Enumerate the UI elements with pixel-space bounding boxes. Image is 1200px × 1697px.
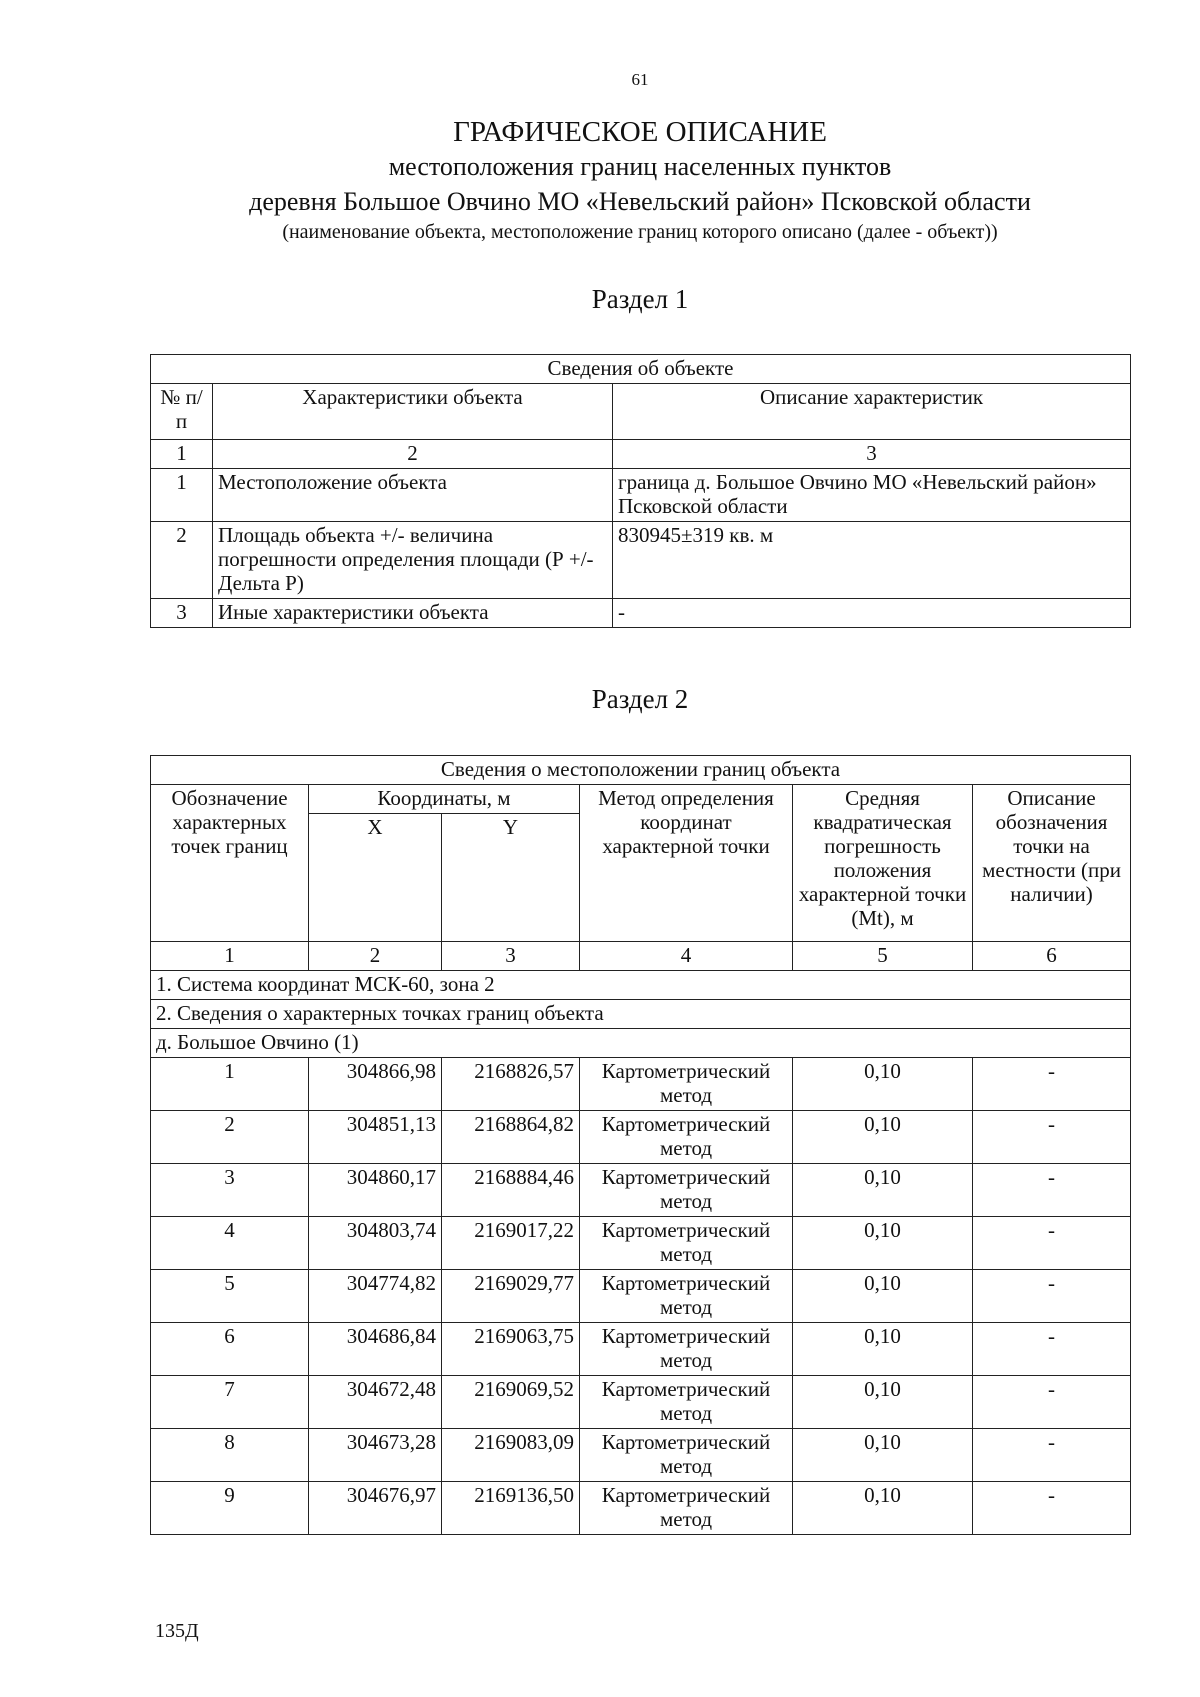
- point-description: -: [973, 1429, 1131, 1482]
- point-label: 6: [151, 1323, 309, 1376]
- row-number: 2: [151, 522, 213, 599]
- characteristic-name: Площадь объекта +/- величина погрешности определения площади (Р +/- Дельта Р): [213, 522, 613, 599]
- method-cell: Картометрический метод: [580, 1429, 793, 1482]
- method-cell: Картометрический метод: [580, 1164, 793, 1217]
- column-number: 1: [151, 942, 309, 971]
- point-label: 7: [151, 1376, 309, 1429]
- error-cell: 0,10: [793, 1429, 973, 1482]
- header-description: Описание характеристик: [613, 384, 1131, 440]
- coord-y: 2169083,09: [442, 1429, 580, 1482]
- table-row: [151, 1164, 1131, 1217]
- table-row: [151, 1217, 1131, 1270]
- table-row: [151, 599, 1131, 628]
- column-number: 3: [442, 942, 580, 971]
- error-cell: 0,10: [793, 1111, 973, 1164]
- document-title: ГРАФИЧЕСКОЕ ОПИСАНИЕ: [453, 116, 827, 148]
- error-cell: 0,10: [793, 1376, 973, 1429]
- point-description: -: [973, 1323, 1131, 1376]
- error-cell: 0,10: [793, 1164, 973, 1217]
- coord-x: 304774,82: [309, 1270, 442, 1323]
- point-description: -: [973, 1058, 1131, 1111]
- coord-x: 304676,97: [309, 1482, 442, 1535]
- settlement-group-row: д. Большое Овчино (1): [151, 1029, 1131, 1058]
- method-cell: Картометрический метод: [580, 1482, 793, 1535]
- point-label: 3: [151, 1164, 309, 1217]
- coord-y: 2168864,82: [442, 1111, 580, 1164]
- error-cell: 0,10: [793, 1058, 973, 1111]
- coord-y: 2169017,22: [442, 1217, 580, 1270]
- table-row: [151, 1111, 1131, 1164]
- coord-y: 2169136,50: [442, 1482, 580, 1535]
- table-row: [151, 1376, 1131, 1429]
- coord-x: 304673,28: [309, 1429, 442, 1482]
- table-row: [151, 469, 1131, 522]
- boundary-table-title: Сведения о местоположении границ объекта: [151, 756, 1131, 785]
- coordinate-system-row: 1. Система координат МСК-60, зона 2: [151, 971, 1131, 1000]
- row-number: 1: [151, 469, 213, 522]
- coord-x: 304803,74: [309, 1217, 442, 1270]
- characteristic-description: 830945±319 кв. м: [613, 522, 1131, 599]
- footer-code: 135Д: [155, 1620, 199, 1642]
- points-body: [151, 1058, 1131, 1535]
- coord-y: 2168884,46: [442, 1164, 580, 1217]
- header-x: X: [309, 814, 442, 942]
- column-number: 3: [613, 440, 1131, 469]
- coord-x: 304860,17: [309, 1164, 442, 1217]
- document-subtitle-line2: деревня Большое Овчино МО «Невельский район» Псковской области: [249, 187, 1031, 216]
- method-cell: Картометрический метод: [580, 1058, 793, 1111]
- coord-y: 2169063,75: [442, 1323, 580, 1376]
- method-cell: Картометрический метод: [580, 1111, 793, 1164]
- header-y: Y: [442, 814, 580, 942]
- section2-heading: Раздел 2: [591, 684, 689, 714]
- error-cell: 0,10: [793, 1270, 973, 1323]
- page-number: 61: [631, 70, 649, 89]
- point-label: 8: [151, 1429, 309, 1482]
- point-label: 4: [151, 1217, 309, 1270]
- coord-x: 304851,13: [309, 1111, 442, 1164]
- column-number: 5: [793, 942, 973, 971]
- point-label: 5: [151, 1270, 309, 1323]
- coord-y: 2169029,77: [442, 1270, 580, 1323]
- header-method: Метод определения координат характерной точки: [580, 785, 793, 942]
- characteristic-description: граница д. Большое Овчино МО «Невельский район» Псковской области: [613, 469, 1131, 522]
- point-label: 2: [151, 1111, 309, 1164]
- point-label: 9: [151, 1482, 309, 1535]
- coord-x: 304866,98: [309, 1058, 442, 1111]
- boundary-points-table: [150, 755, 1131, 1535]
- table-row: [151, 522, 1131, 599]
- object-info-table: [150, 354, 1131, 628]
- coord-x: 304686,84: [309, 1323, 442, 1376]
- point-description: -: [973, 1111, 1131, 1164]
- characteristic-name: Иные характеристики объекта: [213, 599, 613, 628]
- document-subtitle-note: (наименование объекта, местоположение границ которого описано (далее - объект)): [282, 221, 998, 243]
- table-row: [151, 1482, 1131, 1535]
- method-cell: Картометрический метод: [580, 1217, 793, 1270]
- header-point-description: Описание обозначения точки на местности (при наличии): [973, 785, 1131, 942]
- column-number: 4: [580, 942, 793, 971]
- object-info-table-title: Сведения об объекте: [151, 355, 1131, 384]
- header-characteristics: Характеристики объекта: [213, 384, 613, 440]
- points-info-row: 2. Сведения о характерных точках границ объекта: [151, 1000, 1131, 1029]
- column-number: 2: [213, 440, 613, 469]
- table-row: [151, 1270, 1131, 1323]
- coord-y: 2169069,52: [442, 1376, 580, 1429]
- header-error: Средняя квадратическая погрешность положения характерной точки (Mt), м: [793, 785, 973, 942]
- column-number: 2: [309, 942, 442, 971]
- table-row: [151, 1429, 1131, 1482]
- header-coordinates: Координаты, м: [309, 785, 580, 814]
- error-cell: 0,10: [793, 1482, 973, 1535]
- error-cell: 0,10: [793, 1217, 973, 1270]
- section1-heading: Раздел 1: [591, 284, 689, 314]
- error-cell: 0,10: [793, 1323, 973, 1376]
- document-subtitle-line1: местоположения границ населенных пунктов: [388, 152, 892, 181]
- point-description: -: [973, 1217, 1131, 1270]
- method-cell: Картометрический метод: [580, 1323, 793, 1376]
- row-number: 3: [151, 599, 213, 628]
- point-description: -: [973, 1482, 1131, 1535]
- point-description: -: [973, 1270, 1131, 1323]
- column-number: 1: [151, 440, 213, 469]
- point-description: -: [973, 1164, 1131, 1217]
- header-number: № п/п: [151, 384, 213, 440]
- coord-y: 2168826,57: [442, 1058, 580, 1111]
- characteristic-name: Местоположение объекта: [213, 469, 613, 522]
- table-row: [151, 1323, 1131, 1376]
- coord-x: 304672,48: [309, 1376, 442, 1429]
- method-cell: Картометрический метод: [580, 1376, 793, 1429]
- characteristic-description: -: [613, 599, 1131, 628]
- column-number: 6: [973, 942, 1131, 971]
- point-label: 1: [151, 1058, 309, 1111]
- method-cell: Картометрический метод: [580, 1270, 793, 1323]
- header-point: Обозначение характерных точек границ: [151, 785, 309, 942]
- point-description: -: [973, 1376, 1131, 1429]
- table-row: [151, 1058, 1131, 1111]
